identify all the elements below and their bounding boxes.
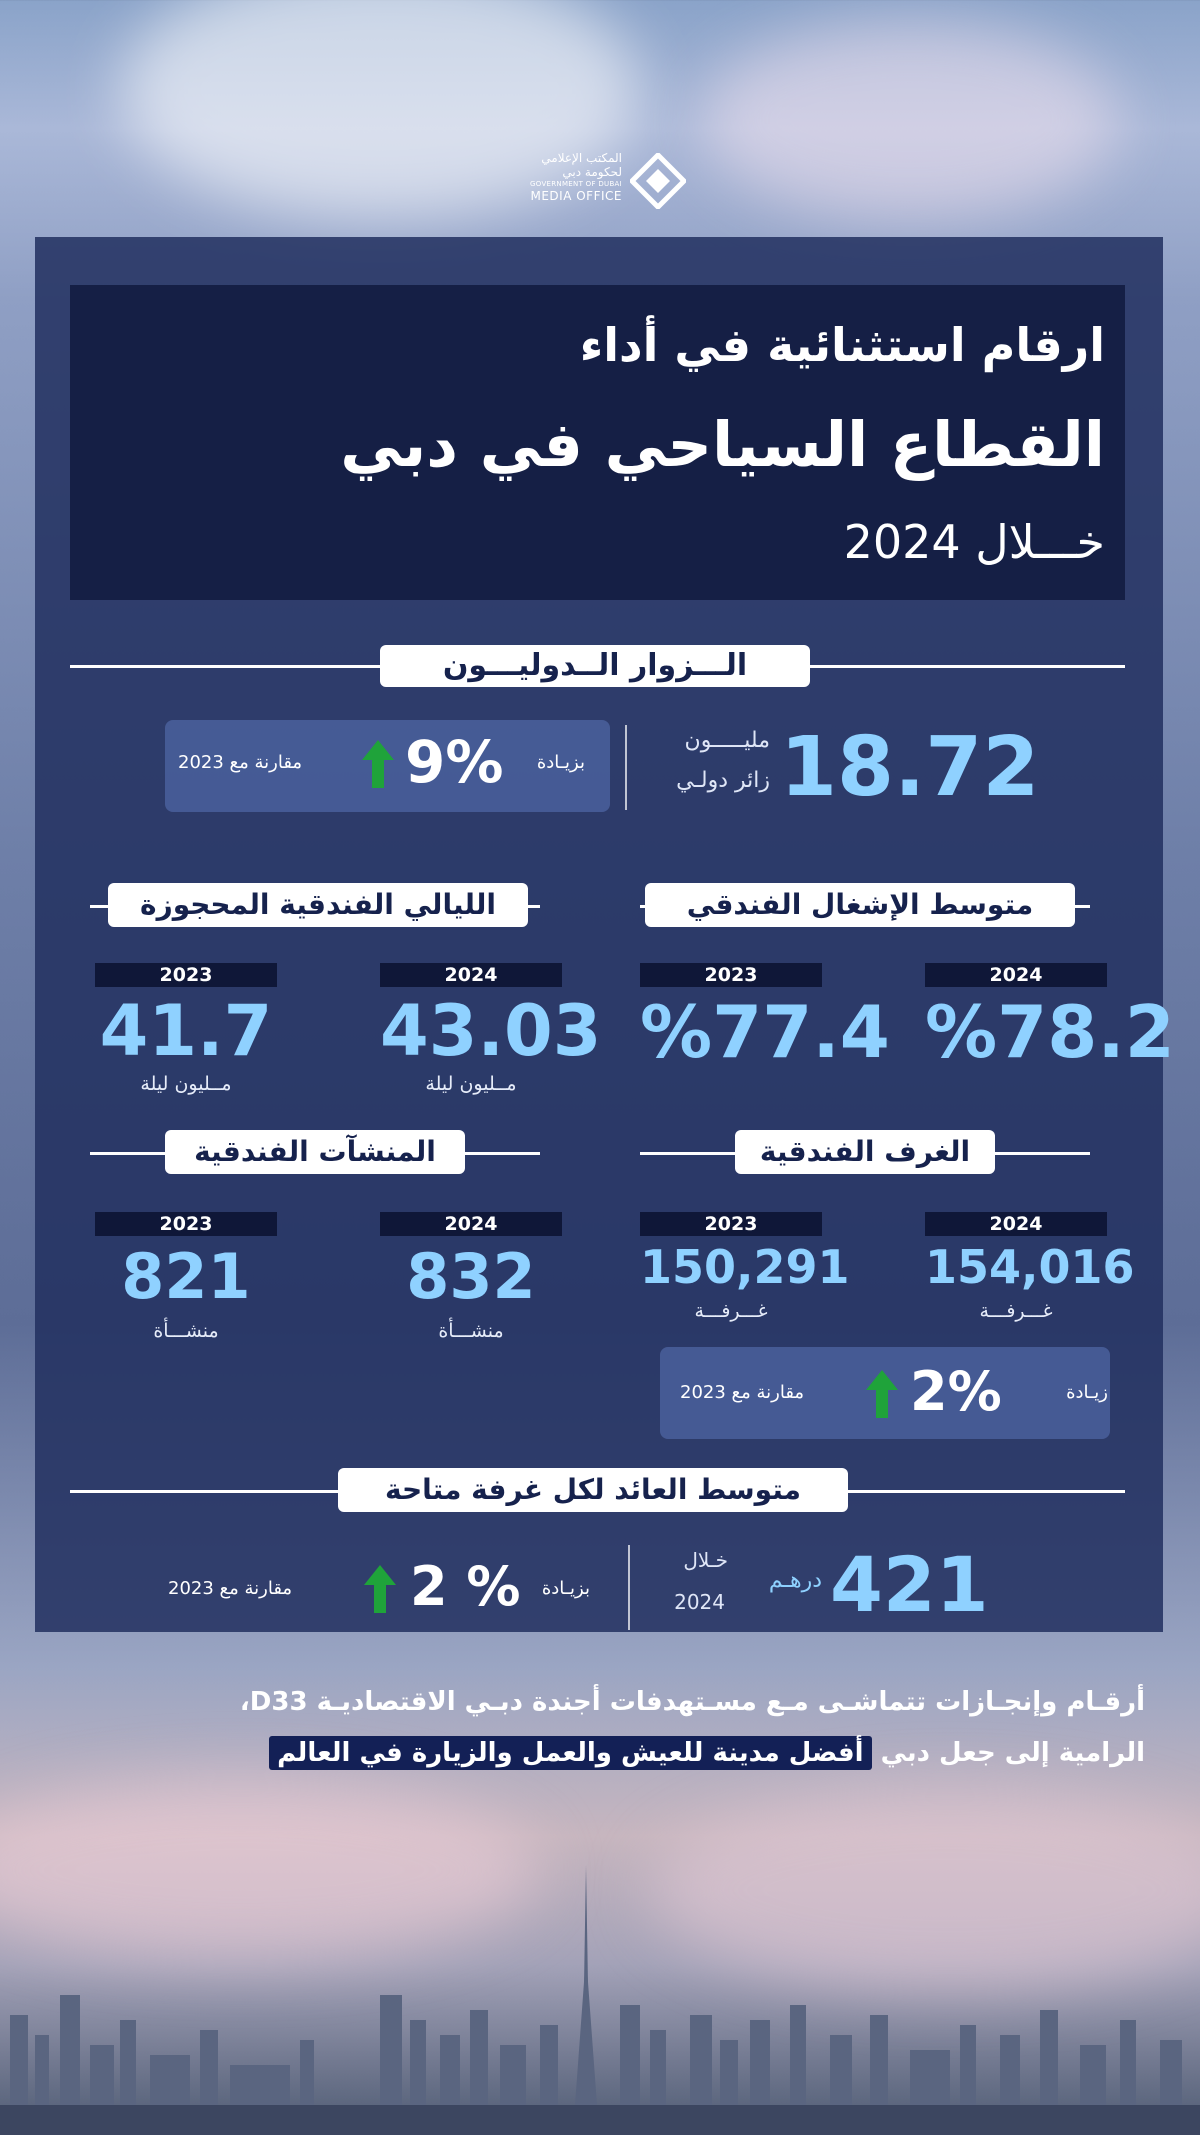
rooms-increase-word: زيـادة bbox=[1066, 1382, 1108, 1403]
dubai-skyline bbox=[0, 1805, 1200, 2135]
establishments-unit-b: منشـــأة bbox=[153, 1320, 219, 1342]
occupancy-year-a: 2024 bbox=[925, 963, 1107, 987]
footer-line2-text: الرامية إلى جعل دبي bbox=[880, 1738, 1145, 1768]
occupancy-value-a: %78.2 bbox=[925, 990, 1175, 1074]
nights-label: الليالي الفندقية المحجوزة bbox=[108, 883, 528, 927]
revpar-period-year: 2024 bbox=[674, 1590, 725, 1614]
establishments-value-b: 821 bbox=[121, 1240, 251, 1313]
establishments-value-a: 832 bbox=[406, 1240, 536, 1313]
sky-cloud bbox=[700, 20, 1120, 220]
rooms-compare: مقارنة مع 2023 bbox=[680, 1382, 805, 1403]
title-line2: القطاع السياحي في دبي bbox=[340, 408, 1105, 481]
rooms-unit-a: غـــرفـــة bbox=[979, 1300, 1053, 1322]
occupancy-value-b: %77.4 bbox=[640, 990, 890, 1074]
visitors-increase-word: بزيـادة bbox=[536, 752, 585, 773]
nights-year-a: 2024 bbox=[380, 963, 562, 987]
rooms-percent: 2% bbox=[910, 1360, 1002, 1423]
logo-arabic-sub: لحكومة دبي bbox=[562, 165, 622, 179]
establishments-label: المنشآت الفندقية bbox=[165, 1130, 465, 1174]
nights-unit-b: مــليون ليلة bbox=[140, 1073, 232, 1095]
establishments-year-a: 2024 bbox=[380, 1212, 562, 1236]
revpar-percent: 2 % bbox=[410, 1555, 521, 1618]
visitors-unit-line1: مليـــــون bbox=[684, 728, 770, 753]
rooms-value-b: 150,291 bbox=[640, 1240, 850, 1294]
title-line1: ارقام استثنائية في أداء bbox=[579, 318, 1105, 372]
media-office-logo bbox=[500, 145, 700, 215]
rooms-unit-b: غـــرفـــة bbox=[694, 1300, 768, 1322]
visitors-percent: 9% bbox=[405, 728, 504, 796]
logo-english-line1: GOVERNMENT OF DUBAI bbox=[530, 180, 622, 188]
diamond-logo-icon bbox=[630, 153, 686, 209]
establishments-unit-a: منشـــأة bbox=[438, 1320, 504, 1342]
logo-arabic: المكتب الإعلامي bbox=[541, 151, 622, 165]
up-arrow-icon bbox=[866, 1370, 898, 1418]
rooms-label: الغرف الفندقية bbox=[735, 1130, 995, 1174]
title-line3: خـــلال 2024 bbox=[843, 515, 1105, 569]
revpar-period-word: خـلال bbox=[683, 1548, 728, 1572]
establishments-year-b: 2023 bbox=[95, 1212, 277, 1236]
nights-unit-a: مــليون ليلة bbox=[425, 1073, 517, 1095]
visitors-value: 18.72 bbox=[780, 720, 1040, 815]
occupancy-year-b: 2023 bbox=[640, 963, 822, 987]
revpar-increase-word: بزيـادة bbox=[541, 1578, 590, 1599]
nights-year-b: 2023 bbox=[95, 963, 277, 987]
up-arrow-icon bbox=[362, 740, 394, 788]
rooms-year-b: 2023 bbox=[640, 1212, 822, 1236]
occupancy-label: متوسط الإشغال الفندقي bbox=[645, 883, 1075, 927]
footer-highlight: أفضل مدينة للعيش والعمل والزيارة في العالم bbox=[269, 1736, 871, 1770]
revpar-currency: درهـم bbox=[768, 1568, 822, 1593]
footer-line1: أرقـام وإنجـازات تتماشـى مـع مسـتهدفات أجندة دبـي الاقتصاديـة D33، bbox=[239, 1687, 1145, 1717]
visitors-compare: مقارنة مع 2023 bbox=[178, 752, 303, 773]
logo-english-line2: MEDIA OFFICE bbox=[530, 189, 622, 203]
rooms-value-a: 154,016 bbox=[925, 1240, 1135, 1294]
up-arrow-icon bbox=[364, 1565, 396, 1613]
visitors-label: الـــزوار الــدوليـــون bbox=[380, 645, 810, 687]
divider bbox=[628, 1545, 630, 1630]
footer-line2 bbox=[269, 1738, 1145, 1768]
revpar-label: متوسط العائد لكل غرفة متاحة bbox=[338, 1468, 848, 1512]
rooms-year-a: 2024 bbox=[925, 1212, 1107, 1236]
revpar-value: 421 bbox=[830, 1540, 989, 1629]
nights-value-b: 41.7 bbox=[99, 990, 273, 1072]
revpar-compare: مقارنة مع 2023 bbox=[168, 1578, 293, 1599]
visitors-unit-line2: زائر دولـي bbox=[676, 768, 770, 793]
nights-value-a: 43.03 bbox=[380, 990, 602, 1072]
divider bbox=[625, 725, 627, 810]
